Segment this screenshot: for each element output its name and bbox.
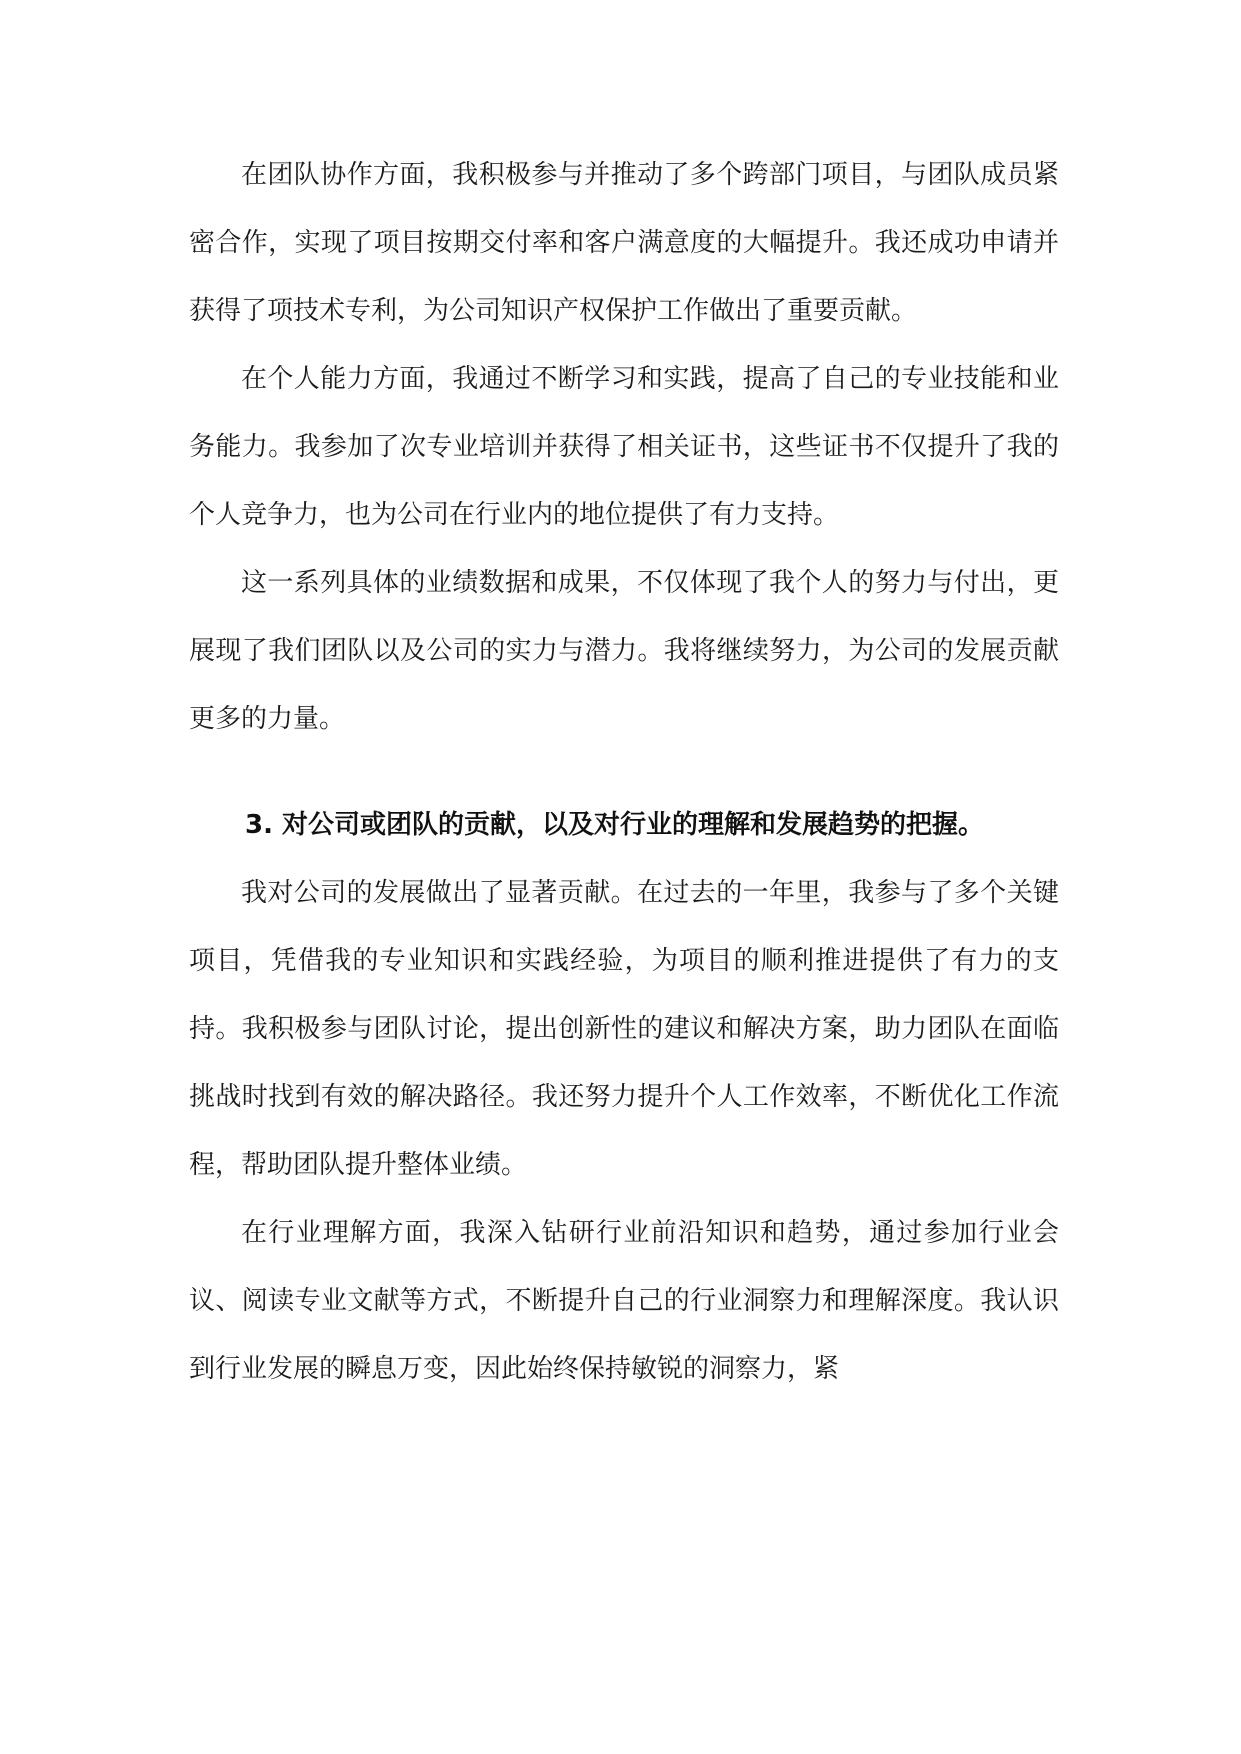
- paragraph-team-collaboration: 在团队协作方面，我积极参与并推动了多个跨部门项目，与团队成员紧密合作，实现了项目按期交付率和客户满意度的大幅提升。我还成功申请并获得了项技术专利，为公司知识产权保护工作做出了重要贡献。: [189, 160, 1059, 326]
- paragraph-achievements-summary: 这一系列具体的业绩数据和成果，不仅体现了我个人的努力与付出，更展现了我们团队以及公司的实力与潜力。我将继续努力，为公司的发展贡献更多的力量。: [189, 568, 1059, 734]
- paragraph-industry-understanding: 在行业理解方面，我深入钻研行业前沿知识和趋势，通过参加行业会议、阅读专业文献等方式，不断提升自己的行业洞察力和理解深度。我认识到行业发展的瞬息万变，因此始终保持敏锐的洞察力，紧: [189, 1218, 1059, 1384]
- section-heading-3: 3. 对公司或团队的贡献，以及对行业的理解和发展趋势的把握。: [245, 810, 985, 840]
- document-body: [189, 141, 1059, 1403]
- paragraph-personal-ability: 在个人能力方面，我通过不断学习和实践，提高了自己的专业技能和业务能力。我参加了次专业培训并获得了相关证书，这些证书不仅提升了我的个人竞争力，也为公司在行业内的地位提供了有力支持。: [189, 364, 1059, 530]
- paragraph-company-contribution: 我对公司的发展做出了显著贡献。在过去的一年里，我参与了多个关键项目，凭借我的专业知识和实践经验，为项目的顺利推进提供了有力的支持。我积极参与团队讨论，提出创新性的建议和解决方案，助力团队在面临挑战时找到有效的解决路径。我还努力提升个人工作效率，不断优化工作流程，帮助团队提升整体业绩。: [189, 878, 1059, 1180]
